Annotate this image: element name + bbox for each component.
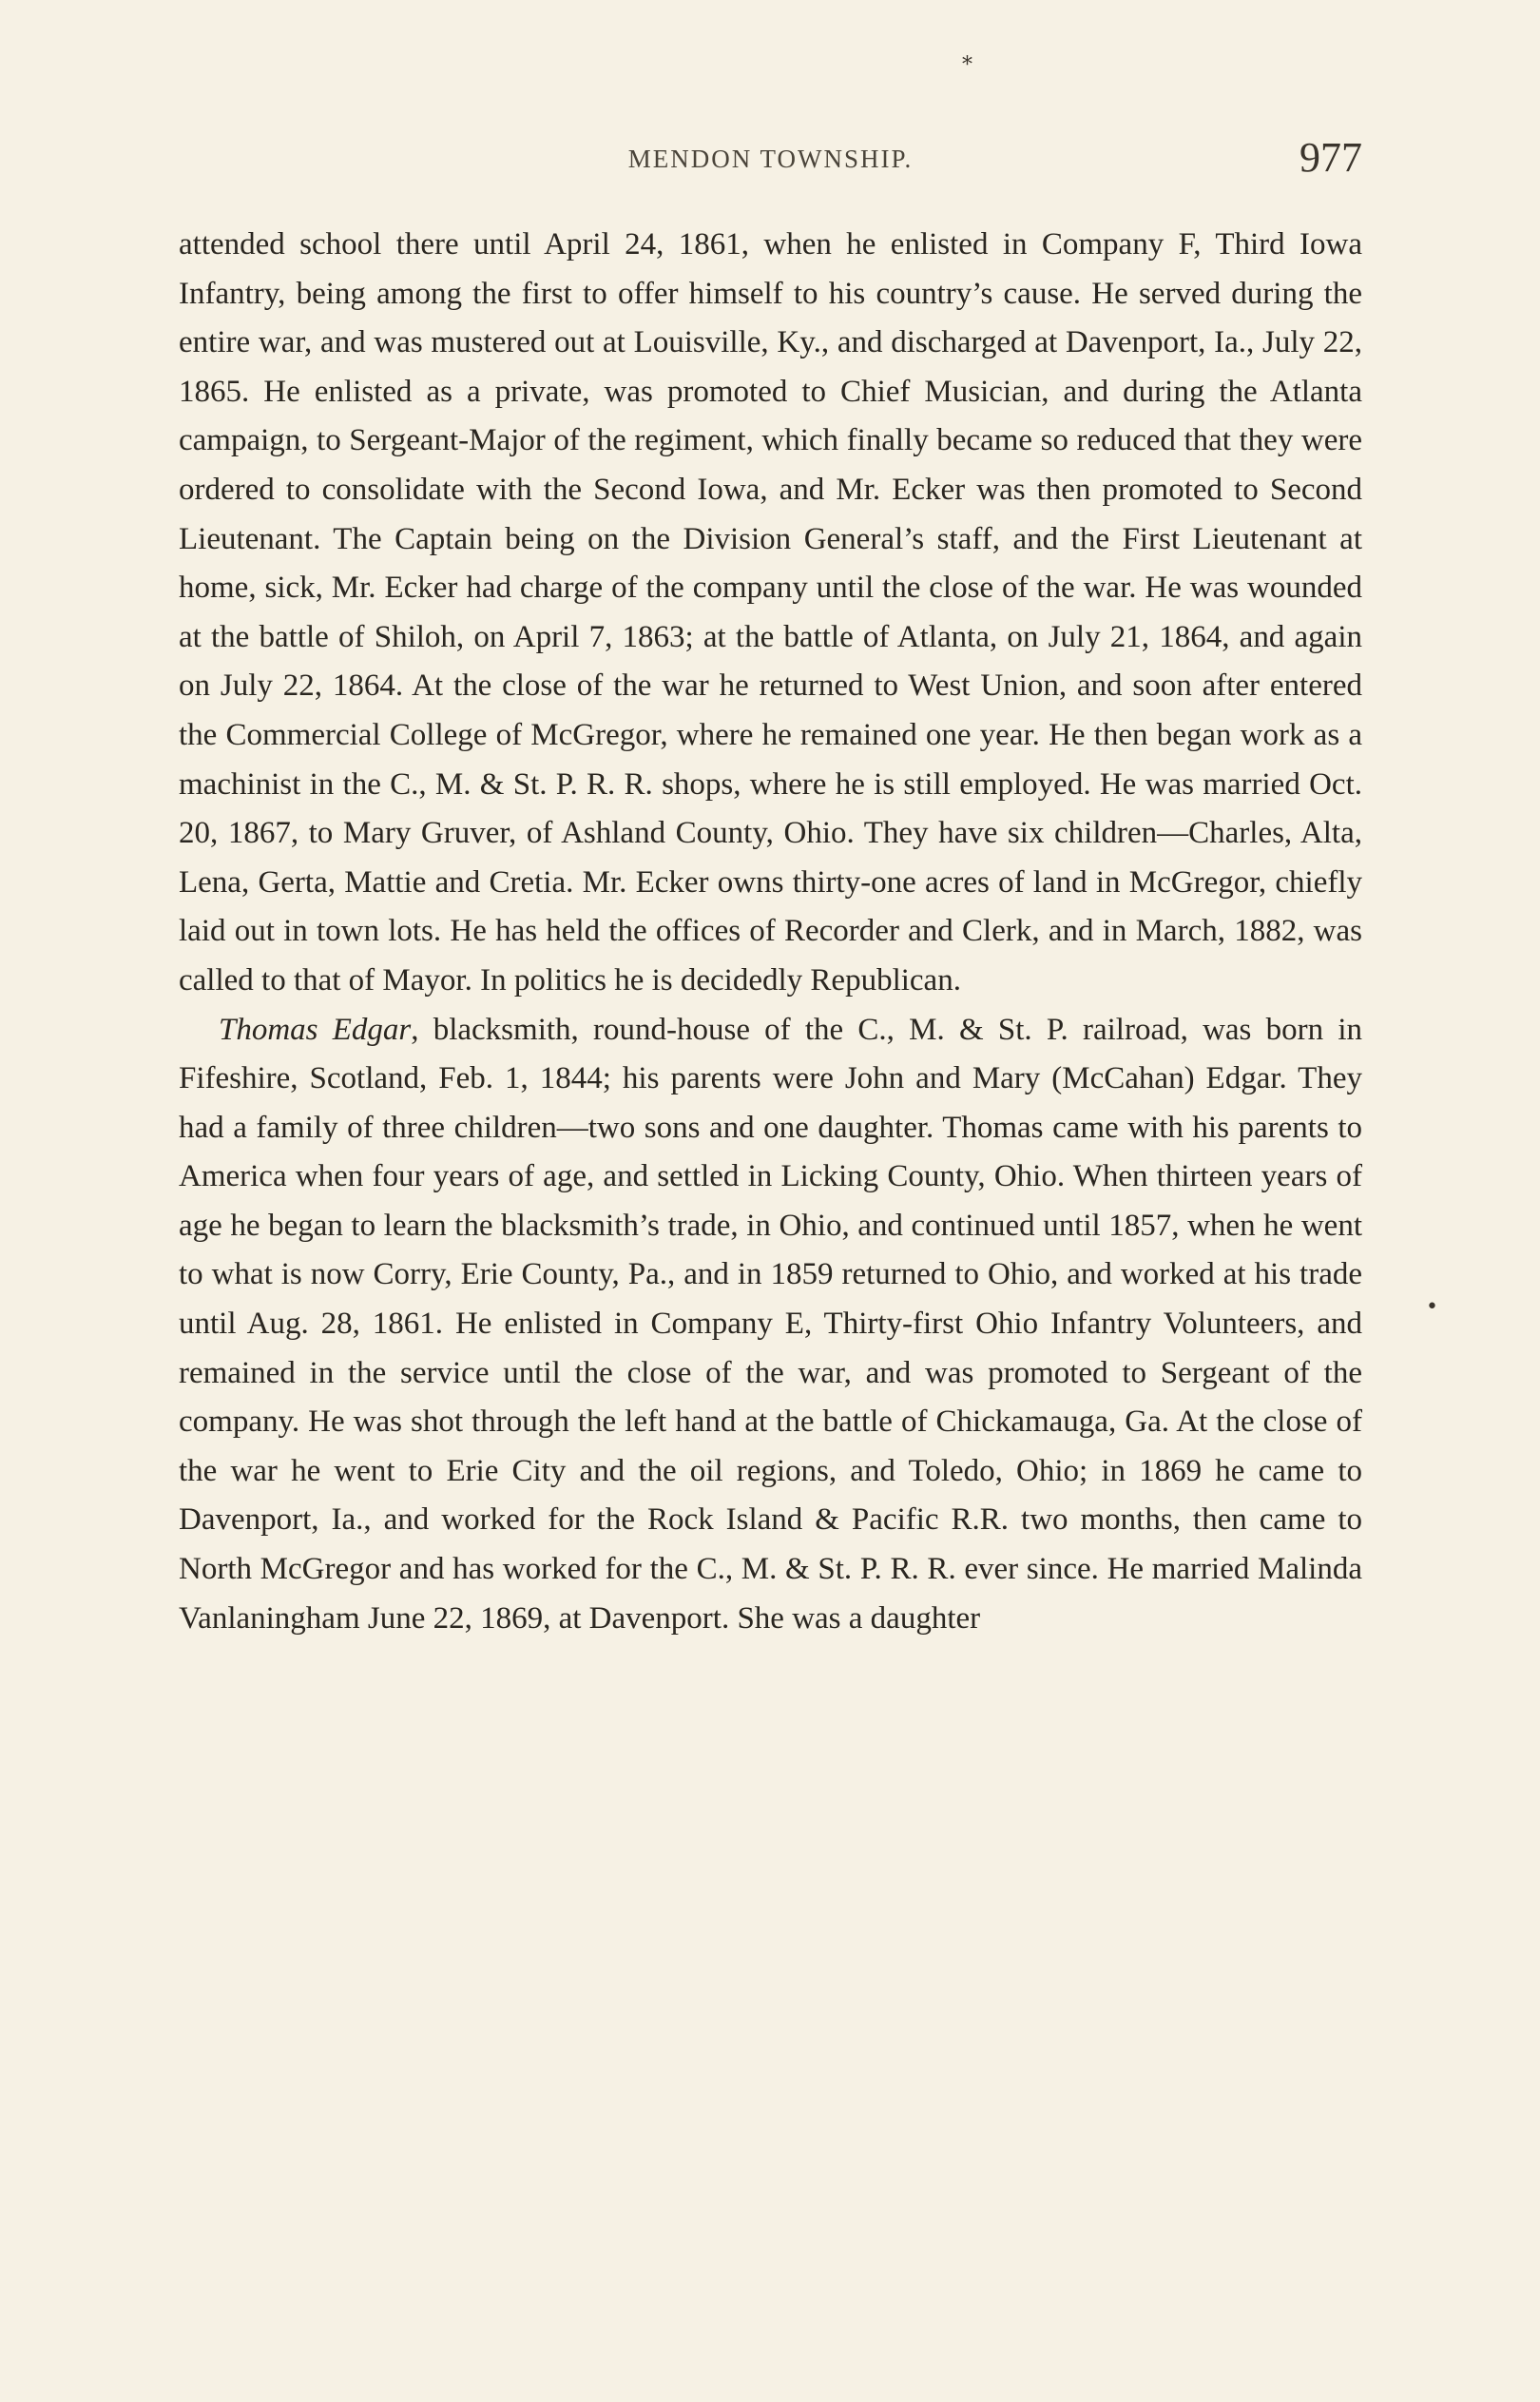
paragraph-thomas-edgar [179, 1006, 1362, 1644]
page-number: 977 [1299, 134, 1362, 181]
paragraph-ecker-continued [179, 221, 1362, 1006]
paragraph-text: , blacksmith, round-house of the C., M. & St. P. railroad, was born in Fifeshire, Scotland, Feb. 1, 1844; his parents were John and Mary (McCahan) Edgar. They had a family of three children—two sons and one daughter. Thomas came with his parents to America when four years of age, and settled in Licking County, Ohio. When thirteen years of age he began to learn the blacksmith’s trade, in Ohio, and continued until 1857, when he went to what is now Corry, Erie County, Pa., and in 1859 returned to Ohio, and worked at his trade until Aug. 28, 1861. He enlisted in Company E, Thirty-first Ohio Infantry Volunteers, and remained in the service until the close of the war, and was promoted to Sergeant of the company. He was shot through the left hand at the battle of Chickamauga, Ga. At the close of the war he went to Erie City and the oil regions, and Toledo, Ohio; in 1869 he came to Davenport, Ia., and worked for the Rock Island & Pacific R.R. two months, then came to North McGregor and has worked for the C., M. & St. P. R. R. ever since. He married Malinda Vanlaningham June 22, 1869, at Davenport. She was a daughter [179, 1012, 1362, 1636]
page-header [179, 133, 1362, 190]
body-text [179, 221, 1362, 1643]
printer-mark-side: • [1426, 1295, 1438, 1319]
paragraph-text: attended school there until April 24, 1861, when he enlisted in Company F, Third Iowa Infantry, being among the first to offer himself to his country’s cause. He served during the entire war, and was mustered out at Louisville, Ky., and discharged at Davenport, Ia., July 22, 1865. He enlisted as a private, was promoted to Chief Musician, and during the Atlanta campaign, to Sergeant-Major of the regiment, which finally became so reduced that they were ordered to consolidate with the Second Iowa, and Mr. Ecker was then promoted to Second Lieutenant. The Captain being on the Division General’s staff, and the First Lieutenant at home, sick, Mr. Ecker had charge of the company until the close of the war. He was wounded at the battle of Shiloh, on April 7, 1863; at the battle of Atlanta, on July 21, 1864, and again on July 22, 1864. At the close of the war he returned to West Union, and soon after entered the Commercial College of McGregor, where he remained one year. He then began work as a machinist in the C., M. & St. P. R. R. shops, where he is still employed. He was married Oct. 20, 1867, to Mary Gruver, of Ashland County, Ohio. They have six children—Charles, Alta, Lena, Gerta, Mattie and Cretia. Mr. Ecker owns thirty-one acres of land in McGregor, chiefly laid out in town lots. He has held the offices of Recorder and Clerk, and in March, 1882, was called to that of Mayor. In politics he is decidedly Republican. [179, 227, 1362, 998]
printer-mark-top: * [962, 53, 972, 77]
running-head: MENDON TOWNSHIP. [627, 145, 914, 173]
entry-name: Thomas Edgar [219, 1012, 412, 1047]
